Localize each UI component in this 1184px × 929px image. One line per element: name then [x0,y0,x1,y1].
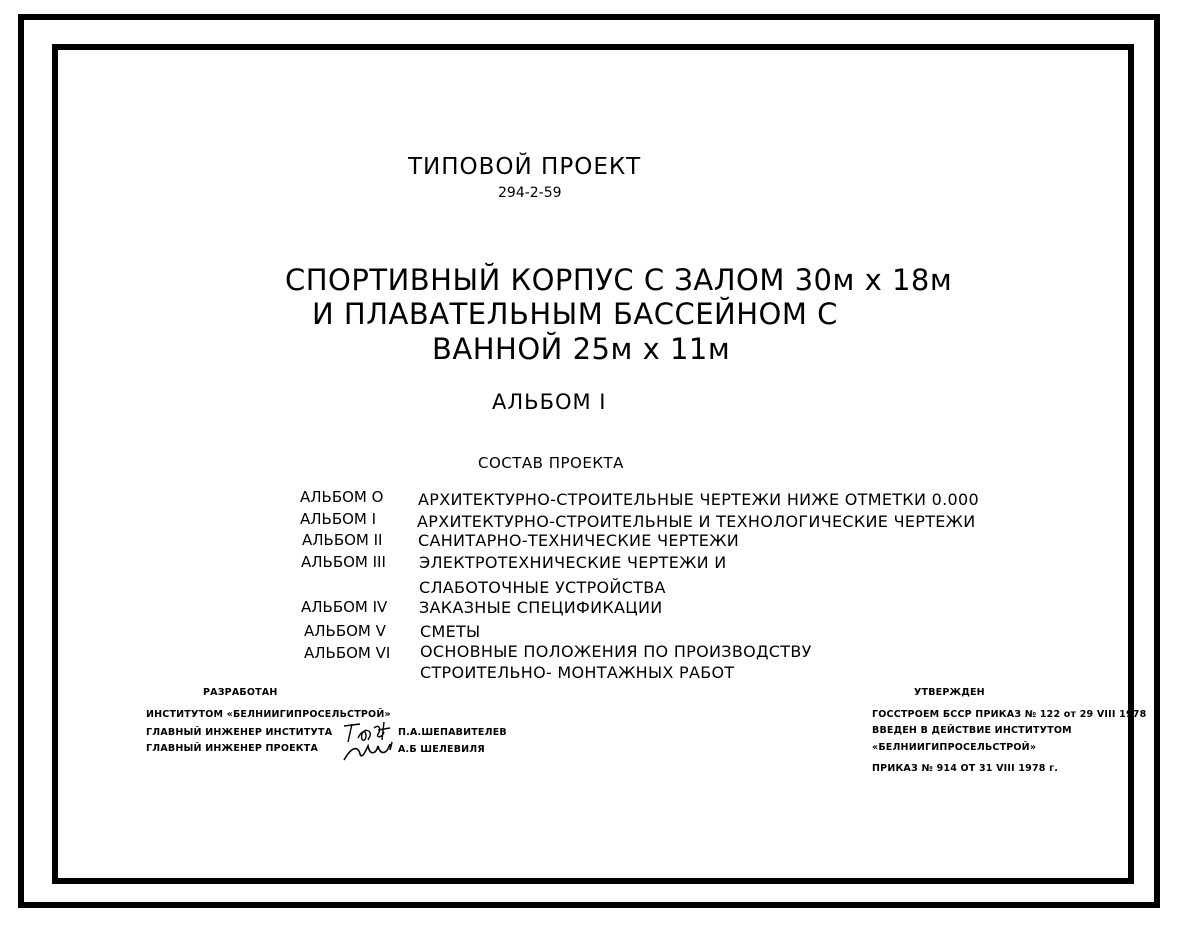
developed-heading: РАЗРАБОТАН [203,687,278,698]
project-title-line-3: ВАННОЙ 25м х 11м [432,332,731,366]
composition-description-0: АРХИТЕКТУРНО-СТРОИТЕЛЬНЫЕ ЧЕРТЕЖИ НИЖЕ ОТМЕТКИ 0.000 [418,490,979,509]
approved-line-1: ГОССТРОЕМ БССР ПРИКАЗ № 122 от 29 VIII 1978 [872,709,1147,720]
chief-engineer-project-label: ГЛАВНЫЙ ИНЖЕНЕР ПРОЕКТА [146,743,318,754]
project-title-line-2: И ПЛАВАТЕЛЬНЫМ БАССЕЙНОМ С [312,297,838,331]
composition-description-1: АРХИТЕКТУРНО-СТРОИТЕЛЬНЫЕ И ТЕХНОЛОГИЧЕСКИЕ ЧЕРТЕЖИ [417,512,976,531]
composition-album-6: АЛЬБОМ VI [304,644,391,662]
composition-album-3: АЛЬБОМ III [301,553,386,571]
composition-description-6-cont: СТРОИТЕЛЬНО- МОНТАЖНЫХ РАБОТ [420,663,735,682]
album-label: АЛЬБОМ I [492,390,607,414]
composition-description-3: ЭЛЕКТРОТЕХНИЧЕСКИЕ ЧЕРТЕЖИ И [419,553,727,572]
approved-heading: УТВЕРЖДЕН [914,687,985,698]
chief-engineer-project-name: А.Б ШЕЛЕВИЛЯ [398,744,485,755]
composition-album-5: АЛЬБОМ V [304,622,386,640]
composition-heading: СОСТАВ ПРОЕКТА [478,454,624,472]
chief-engineer-institute-name: П.А.ШЕПАВИТЕЛЕВ [398,727,507,738]
series-label: ТИПОВОЙ ПРОЕКТ [408,154,642,180]
composition-description-4: ЗАКАЗНЫЕ СПЕЦИФИКАЦИИ [419,598,663,617]
approved-line-2: ВВЕДЕН В ДЕЙСТВИЕ ИНСТИТУТОМ [872,725,1072,736]
composition-description-3-cont: СЛАБОТОЧНЫЕ УСТРОЙСТВА [419,578,666,597]
composition-description-6: ОСНОВНЫЕ ПОЛОЖЕНИЯ ПО ПРОИЗВОДСТВУ [420,642,812,661]
approved-line-3: «БЕЛНИИГИПРОСЕЛЬСТРОЙ» [872,742,1037,753]
developed-institute: ИНСТИТУТОМ «БЕЛНИИГИПРОСЕЛЬСТРОЙ» [146,709,391,720]
composition-album-4: АЛЬБОМ IV [301,598,388,616]
composition-album-0: АЛЬБОМ О [300,488,384,506]
series-number: 294-2-59 [498,185,562,201]
approved-line-4: ПРИКАЗ № 914 ОТ 31 VIII 1978 г. [872,763,1059,774]
chief-engineer-institute-label: ГЛАВНЫЙ ИНЖЕНЕР ИНСТИТУТА [146,727,333,738]
composition-description-2: САНИТАРНО-ТЕХНИЧЕСКИЕ ЧЕРТЕЖИ [418,531,740,550]
signature-chief-engineer-institute [338,716,400,764]
project-title-line-1: СПОРТИВНЫЙ КОРПУС С ЗАЛОМ 30м х 18м [285,263,953,297]
composition-description-5: СМЕТЫ [420,622,481,641]
composition-album-2: АЛЬБОМ II [302,531,383,549]
composition-album-1: АЛЬБОМ I [300,510,377,528]
